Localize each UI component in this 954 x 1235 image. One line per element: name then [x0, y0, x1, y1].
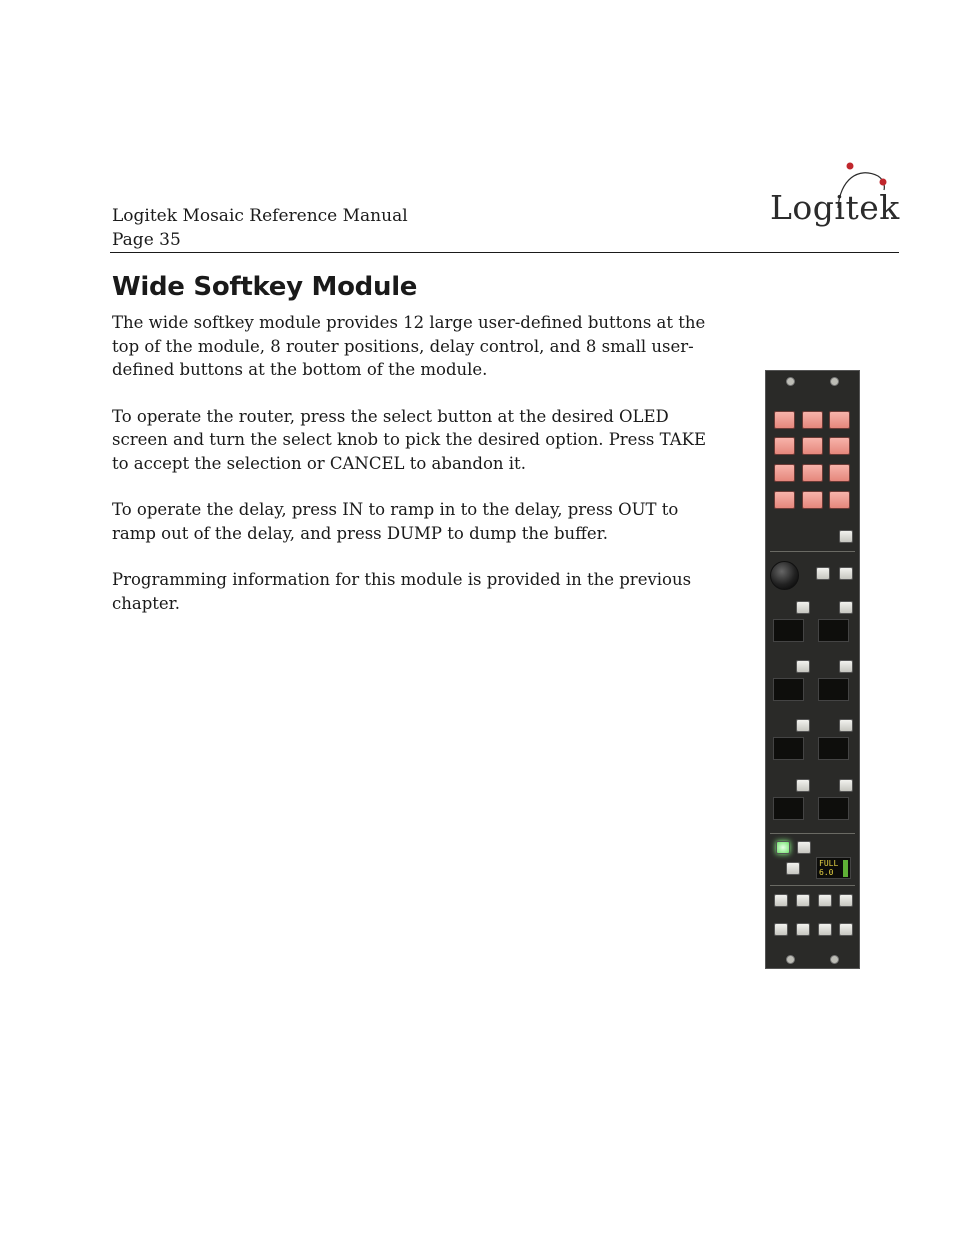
softkey	[802, 491, 823, 509]
white-button	[839, 530, 853, 543]
take-button	[816, 567, 830, 580]
softkey	[774, 491, 795, 509]
oled-screen	[818, 797, 849, 820]
softkey	[802, 411, 823, 429]
small-button	[796, 923, 810, 936]
oled-screen	[773, 797, 804, 820]
body-text	[112, 311, 712, 638]
delay-dump-button	[786, 862, 800, 875]
select-knob-icon	[770, 561, 799, 590]
cancel-button	[839, 567, 853, 580]
header-text	[112, 204, 408, 252]
white-button	[839, 660, 853, 673]
small-button	[774, 923, 788, 936]
panel-separator	[770, 885, 855, 886]
paragraph-delay: To operate the delay, press IN to ramp in to the delay, press OUT to ramp out of the delay, and press DUMP to dump the buffer.	[112, 500, 679, 543]
delay-out-button	[797, 841, 811, 854]
softkey	[829, 437, 850, 455]
logo-text: Logitek	[770, 188, 900, 227]
small-button	[839, 923, 853, 936]
small-button	[839, 894, 853, 907]
panel-separator	[770, 551, 855, 552]
softkey	[774, 464, 795, 482]
white-button	[796, 719, 810, 732]
page-number: Page 35	[112, 230, 181, 250]
small-button	[774, 894, 788, 907]
paragraph-intro: The wide softkey module provides 12 large user-defined buttons at the top of the module, 8 router positions, delay control, and 8 small user-defined buttons at the bottom of the module.	[112, 313, 706, 379]
oled-screen	[773, 619, 804, 642]
softkey	[829, 464, 850, 482]
screw-icon	[830, 377, 839, 386]
white-button	[839, 719, 853, 732]
small-button	[818, 894, 832, 907]
paragraph-router: To operate the router, press the select button at the desired OLED screen and turn the select knob to pick the desired option. Press TAKE to accept the selection or CANCEL to abandon it.	[112, 406, 707, 473]
softkey	[774, 411, 795, 429]
softkey	[774, 437, 795, 455]
oled-screen	[818, 737, 849, 760]
white-button	[839, 601, 853, 614]
wide-softkey-module-figure	[765, 370, 860, 969]
softkey	[802, 464, 823, 482]
oled-screen	[773, 737, 804, 760]
logitek-logo	[766, 160, 898, 238]
delay-in-button	[776, 841, 790, 854]
oled-screen	[818, 619, 849, 642]
meter-label: FULL	[819, 859, 839, 868]
screw-icon	[830, 955, 839, 964]
screw-icon	[786, 377, 795, 386]
white-button	[839, 779, 853, 792]
softkey	[802, 437, 823, 455]
white-button	[796, 660, 810, 673]
softkey	[829, 411, 850, 429]
screw-icon	[786, 955, 795, 964]
small-button	[796, 894, 810, 907]
white-button	[796, 601, 810, 614]
delay-meter	[816, 857, 851, 879]
meter-value: 6.0	[819, 868, 834, 877]
white-button	[796, 779, 810, 792]
paragraph-programming: Programming information for this module is provided in the previous chapter.	[112, 570, 692, 613]
panel-separator	[770, 833, 855, 834]
softkey	[829, 491, 850, 509]
meter-bar	[843, 860, 848, 877]
oled-screen	[773, 678, 804, 701]
section-title: Wide Softkey Module	[112, 272, 418, 302]
manual-title: Logitek Mosaic Reference Manual	[112, 206, 408, 226]
small-button	[818, 923, 832, 936]
header-rule	[110, 252, 899, 253]
oled-screen	[818, 678, 849, 701]
